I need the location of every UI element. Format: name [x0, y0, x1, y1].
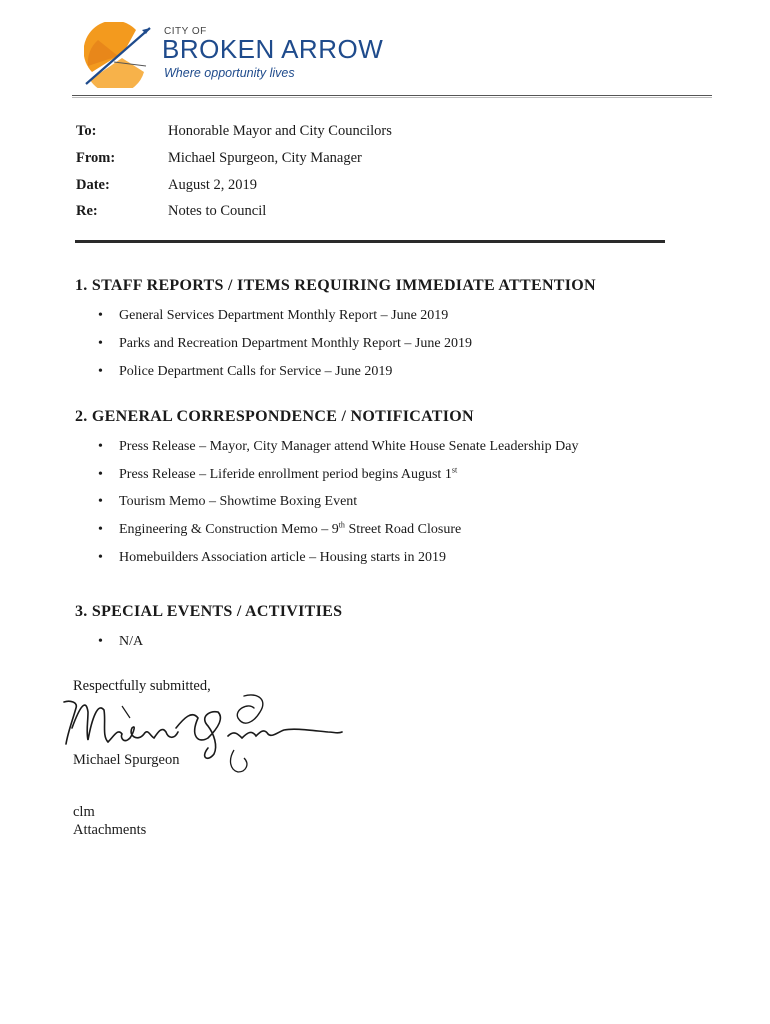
list-item-text-rest: Street Road Closure — [344, 522, 462, 537]
header-divider-secondary — [72, 97, 712, 98]
section-title: 2. GENERAL CORRESPONDENCE / NOTIFICATION — [75, 408, 474, 425]
list-item-text: Police Department Calls for Service – June 2019 — [119, 364, 393, 379]
typist-initials: clm — [73, 804, 95, 820]
re-label: Re: — [76, 203, 98, 219]
list-item-text: Homebuilders Association article – Housing starts in 2019 — [119, 550, 447, 565]
bullet: • — [98, 308, 103, 323]
re-value: Notes to Council — [168, 203, 267, 219]
list-item-text-main: Press Release – Liferide enrollment period begins August 1 — [119, 467, 452, 482]
bullet: • — [98, 336, 103, 351]
bullet: • — [98, 364, 103, 379]
list-item-text-main: Engineering & Construction Memo – 9 — [119, 522, 339, 537]
bullet: • — [98, 550, 103, 565]
logo-city-name: BROKEN ARROW — [162, 34, 384, 64]
broken-arrow-logo-icon — [84, 22, 164, 88]
section-title: 3. SPECIAL EVENTS / ACTIVITIES — [75, 603, 343, 620]
bullet: • — [98, 494, 103, 509]
logo-tagline: Where opportunity lives — [164, 66, 295, 80]
bullet: • — [98, 467, 103, 482]
bullet: • — [98, 634, 103, 649]
list-item-text: Press Release – Mayor, City Manager attend White House Senate Leadership Day — [119, 439, 579, 454]
list-item-text: General Services Department Monthly Report – June 2019 — [119, 308, 449, 323]
list-item-text: N/A — [119, 634, 144, 649]
logo-city-prefix: CITY OF — [164, 26, 207, 37]
bullet: • — [98, 439, 103, 454]
header-divider — [72, 95, 712, 96]
bullet: • — [98, 522, 103, 537]
ordinal-suffix: st — [451, 465, 458, 475]
to-label: To: — [76, 123, 97, 139]
list-item-text: Tourism Memo – Showtime Boxing Event — [119, 494, 358, 509]
date-value: August 2, 2019 — [168, 177, 258, 193]
memo-header-rule — [75, 240, 665, 243]
section-title: 1. STAFF REPORTS / ITEMS REQUIRING IMMEDIATE ATTENTION — [75, 277, 596, 294]
list-item-text — [119, 522, 461, 538]
attachments-note: Attachments — [73, 822, 147, 838]
city-logo — [84, 22, 424, 88]
list-item-text: Parks and Recreation Department Monthly Report – June 2019 — [119, 336, 473, 351]
list-item-text — [119, 467, 457, 483]
date-label: Date: — [76, 177, 110, 193]
signer-name: Michael Spurgeon — [73, 752, 180, 768]
to-value: Honorable Mayor and City Councilors — [168, 123, 392, 139]
from-label: From: — [76, 150, 116, 166]
from-value: Michael Spurgeon, City Manager — [168, 150, 362, 166]
closing-salutation: Respectfully submitted, — [73, 678, 211, 694]
ordinal-suffix: th — [338, 520, 345, 530]
